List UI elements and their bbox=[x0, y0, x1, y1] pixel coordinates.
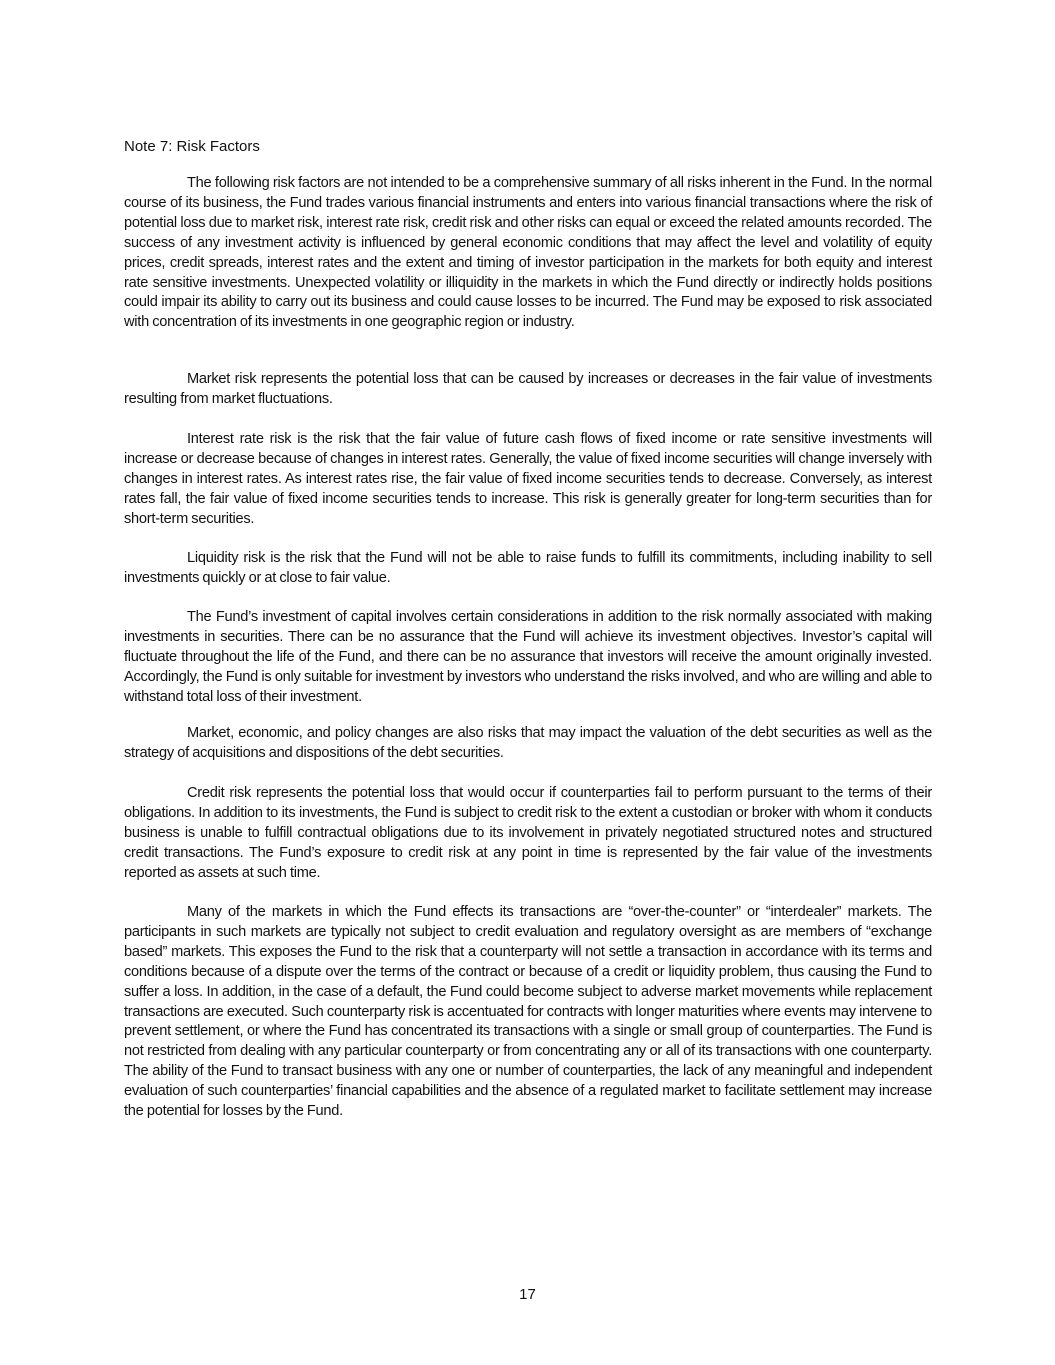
paragraph-market-risk bbox=[124, 370, 932, 410]
paragraph-capital-risk bbox=[124, 608, 932, 708]
paragraph-text: Credit risk represents the potential loss that would occur if counterparties fail to perform pursuant to the terms of their obligations. In addition to its investments, the Fund is subject to credit risk to the extent a custodian or broker with whom it conducts business is unable to fulfill contractual obligations due to its involvement in privately negotiated structured notes and structured credit transactions. The Fund’s exposure to credit risk at any point in time is represented by the fair value of the investments reported as assets at such time. bbox=[124, 785, 932, 881]
paragraph-text: Many of the markets in which the Fund effects its transactions are “over-the-counter” or “interdealer” markets. The participants in such markets are typically not subject to credit evaluation and regulatory oversight as are members of “exchange based” markets. This exposes the Fund to the risk that a counterparty will not settle a transaction in accordance with its terms and conditions because of a dispute over the terms of the contract or because of a credit or liquidity problem, thus causing the Fund to suffer a loss. In addition, in the case of a default, the Fund could become subject to adverse market movements while replacement transactions are executed. Such counterparty risk is accentuated for contracts with longer maturities where events may intervene to prevent settlement, or where the Fund has concentrated its transactions with a single or small group of counterparties. The Fund is not restricted from dealing with any particular counterparty or from concentrating any or all of its transactions with one counterparty. The ability of the Fund to transact business with any one or number of counterparties, the lack of any meaningful and independent evaluation of such counterparties’ financial capabilities and the absence of a regulated market to facilitate settlement may increase the potential for losses by the Fund. bbox=[124, 904, 932, 1120]
paragraph-text: The Fund’s investment of capital involves certain considerations in addition to the risk normally associated with making investments in securities. There can be no assurance that the Fund will achieve its investment objectives. Investor’s capital will fluctuate throughout the life of the Fund, and there can be no assurance that investors will receive the amount originally invested. Accordingly, the Fund is only suitable for investment by investors who understand the risks involved, and who are willing and able to withstand total loss of their investment. bbox=[124, 609, 932, 705]
paragraph-interest-rate-risk bbox=[124, 430, 932, 530]
paragraph-policy-risk bbox=[124, 724, 932, 764]
paragraph-counterparty-risk bbox=[124, 903, 932, 1122]
paragraph-credit-risk bbox=[124, 784, 932, 884]
paragraph-text: Market risk represents the potential loss that can be caused by increases or decreases in the fair value of investments resulting from market fluctuations. bbox=[124, 371, 932, 407]
section-title: Note 7: Risk Factors bbox=[124, 138, 260, 155]
paragraph-text: Liquidity risk is the risk that the Fund will not be able to raise funds to fulfill its commitments, including inability to sell investments quickly or at close to fair value. bbox=[124, 550, 932, 586]
paragraph-liquidity-risk bbox=[124, 549, 932, 589]
paragraph-text: Interest rate risk is the risk that the fair value of future cash flows of fixed income or rate sensitive investments will increase or decrease because of changes in interest rates. Generally, the value of fixed income securities will change inversely with changes in interest rates. As interest rates rise, the fair value of fixed income securities tends to decrease. Conversely, as interest rates fall, the fair value of fixed income securities tends to increase. This risk is generally greater for long-term securities than for short-term securities. bbox=[124, 431, 932, 527]
paragraph-text: Market, economic, and policy changes are also risks that may impact the valuation of the debt securities as well as the strategy of acquisitions and dispositions of the debt securities. bbox=[124, 725, 932, 761]
paragraph-intro bbox=[124, 174, 932, 333]
paragraph-text: The following risk factors are not intended to be a comprehensive summary of all risks inherent in the Fund. In the normal course of its business, the Fund trades various financial instruments and enters into various financial transactions where the risk of potential loss due to market risk, interest rate risk, credit risk and other risks can equal or exceed the related amounts recorded. The success of any investment activity is influenced by general economic conditions that may affect the level and volatility of equity prices, credit spreads, interest rates and the extent and timing of investor participation in the markets for both equity and interest rate sensitive investments. Unexpected volatility or illiquidity in the markets in which the Fund directly or indirectly holds positions could impair its ability to carry out its business and could cause losses to be incurred. The Fund may be exposed to risk associated with concentration of its investments in one geographic region or industry. bbox=[124, 175, 932, 331]
page-number: 17 bbox=[519, 1286, 536, 1303]
